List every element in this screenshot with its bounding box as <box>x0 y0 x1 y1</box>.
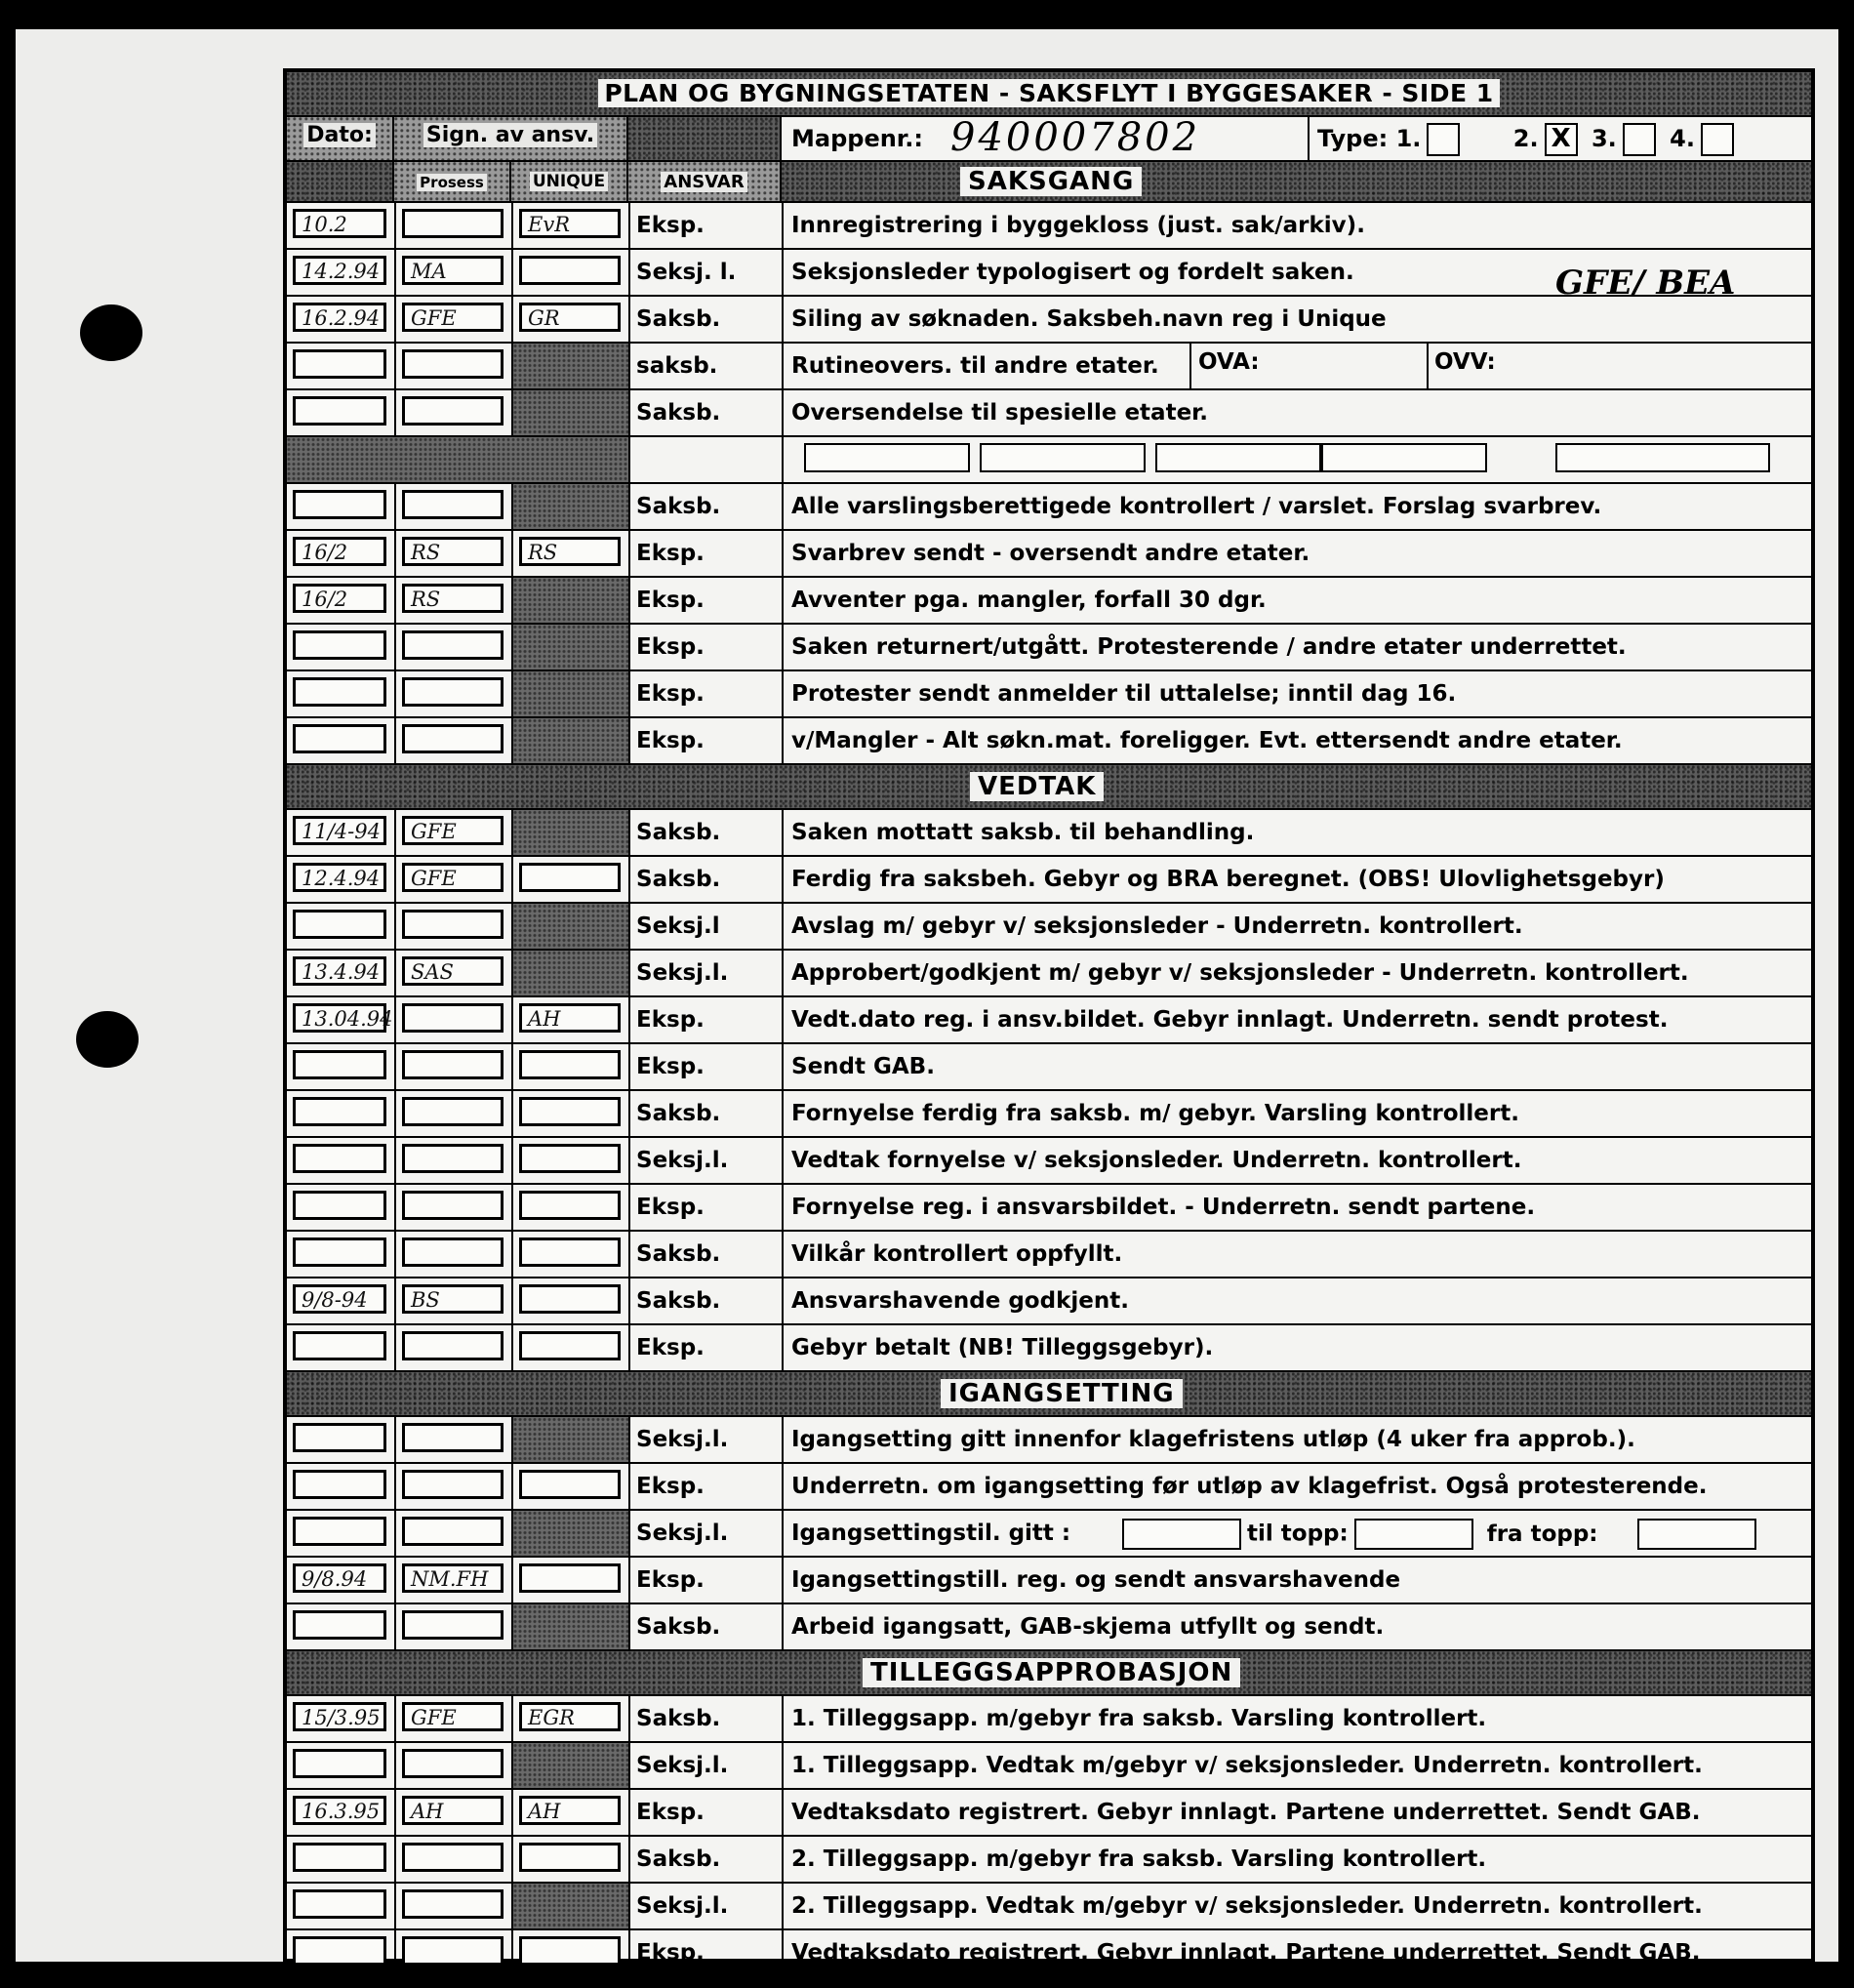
punch-hole-icon <box>80 304 142 361</box>
unique-sign-field[interactable] <box>519 1563 621 1593</box>
type-4-checkbox[interactable] <box>1701 123 1734 156</box>
unique-shaded-cell <box>513 390 628 435</box>
prosess-sign-value: SAS <box>411 960 454 984</box>
unique-shaded-cell <box>513 578 628 623</box>
prosess-sign-value: GFE <box>411 867 457 890</box>
date-value: 9/8.94 <box>302 1567 368 1591</box>
unique-sign-field[interactable] <box>519 1003 621 1033</box>
unique-shaded-cell <box>513 1884 628 1928</box>
prosess-sign-field[interactable] <box>402 1470 504 1499</box>
unique-shaded-cell <box>513 1417 628 1462</box>
table-row <box>287 203 1811 250</box>
date-field[interactable] <box>293 1003 393 1033</box>
date-value: 10.2 <box>302 213 347 236</box>
step-description: 1. Tilleggsapp. Vedtak m/gebyr v/ seksjonsleder. Underretn. kontrollert. <box>791 1753 1703 1778</box>
prosess-sign-value: RS <box>411 541 441 564</box>
punch-hole-icon <box>76 1011 139 1068</box>
ansvar-label: Saksb. <box>636 1288 721 1314</box>
table-row <box>287 1091 1811 1138</box>
step-description: Alle varslingsberettigede kontrollert / varslet. Forslag svarbrev. <box>791 494 1602 519</box>
table-row <box>287 578 1811 625</box>
prosess-sign-field[interactable] <box>402 677 504 707</box>
prosess-sign-field[interactable] <box>402 1610 504 1640</box>
section-saksgang: SAKSGANG <box>960 167 1142 196</box>
type-option-3: 3. <box>1591 125 1617 152</box>
ansvar-label: Eksp. <box>636 541 705 566</box>
prosess-sign-field[interactable] <box>402 910 504 939</box>
section-igangsetting: IGANGSETTING <box>941 1379 1183 1408</box>
col-sign-label: Sign. av ansv. <box>423 123 597 147</box>
ansvar-label: Saksb. <box>636 1706 721 1731</box>
ansvar-label: Saksb. <box>636 494 721 519</box>
table-row <box>287 718 1811 765</box>
table-row <box>287 1511 1811 1558</box>
date-field[interactable] <box>293 677 386 707</box>
etat-field[interactable] <box>1555 443 1770 472</box>
date-value: 12.4.94 <box>302 867 381 890</box>
table-row <box>287 1604 1811 1651</box>
step-description: 2. Tilleggsapp. m/gebyr fra saksb. Varsling kontrollert. <box>791 1846 1487 1872</box>
table-row <box>287 810 1811 857</box>
table-row <box>287 1185 1811 1232</box>
step-description: Siling av søknaden. Saksbeh.navn reg i Unique <box>791 306 1387 332</box>
prosess-sign-field[interactable] <box>402 1050 504 1079</box>
step-description: Innregistrering i byggekloss (just. sak/arkiv). <box>791 213 1365 238</box>
col-prosess-label: Prosess <box>417 174 487 191</box>
unique-sign-field[interactable] <box>519 256 621 285</box>
date-value: 16/2 <box>302 541 348 564</box>
type-option-4: 4. <box>1670 125 1695 152</box>
header-row <box>287 117 1811 162</box>
scan-edge-top <box>0 0 1854 29</box>
unique-sign-value: RS <box>528 541 558 564</box>
fra-topp-input[interactable] <box>1637 1519 1756 1550</box>
table-row <box>287 1044 1811 1091</box>
prosess-sign-field[interactable] <box>402 1702 504 1731</box>
date-field[interactable] <box>293 1237 386 1267</box>
table-row <box>287 671 1811 718</box>
step-description: Vedtaksdato registrert. Gebyr innlagt. Partene underrettet. Sendt GAB. <box>791 1940 1701 1966</box>
step-description: Vedtak fornyelse v/ seksjonsleder. Underretn. kontrollert. <box>791 1148 1522 1173</box>
unique-shaded-cell <box>513 671 628 716</box>
table-row <box>287 997 1811 1044</box>
date-field[interactable] <box>293 1144 386 1173</box>
ansvar-label: Seksj.l. <box>636 1893 729 1919</box>
step-description: Underretn. om igangsetting før utløp av klagefrist. Også protesterende. <box>791 1474 1708 1499</box>
unique-sign-field[interactable] <box>519 1843 621 1872</box>
type-option-1: 1. <box>1395 125 1422 152</box>
table-row <box>287 1558 1811 1604</box>
step-description: Fornyelse reg. i ansvarsbildet. - Underretn. sendt partene. <box>791 1195 1536 1220</box>
ansvar-label: Eksp. <box>636 1335 705 1360</box>
table-row <box>287 1325 1811 1372</box>
date-field[interactable] <box>293 303 386 332</box>
ansvar-label: Eksp. <box>636 681 705 707</box>
table-row <box>287 1464 1811 1511</box>
unique-shaded-cell <box>513 1743 628 1788</box>
step-description: Saken mottatt saksb. til behandling. <box>791 820 1255 845</box>
date-field[interactable] <box>293 209 386 238</box>
prosess-sign-value: GFE <box>411 1706 457 1729</box>
prosess-sign-field[interactable] <box>402 630 504 660</box>
table-row <box>287 1837 1811 1884</box>
prosess-sign-field[interactable] <box>402 256 504 285</box>
prosess-sign-field[interactable] <box>402 724 504 753</box>
table-row <box>287 857 1811 904</box>
date-value: 16.2.94 <box>302 306 381 330</box>
header-row-2 <box>287 162 1811 203</box>
ovv-label: OVV: <box>1434 349 1496 375</box>
date-field[interactable] <box>293 1610 386 1640</box>
step-description: Ferdig fra saksbeh. Gebyr og BRA beregnet. (OBS! Ulovlighetsgebyr) <box>791 867 1665 892</box>
date-field[interactable] <box>293 537 386 566</box>
date-field[interactable] <box>293 956 386 986</box>
step-description: Avventer pga. mangler, forfall 30 dgr. <box>791 588 1267 613</box>
ansvar-label: Eksp. <box>636 1940 705 1966</box>
step-description: Igangsettingstill. reg. og sendt ansvarshavende <box>791 1567 1401 1593</box>
table-row <box>287 625 1811 671</box>
step-description: Vedt.dato reg. i ansv.bildet. Gebyr innlagt. Underretn. sendt protest. <box>791 1007 1669 1033</box>
step-description: Igangsettingstil. gitt : <box>791 1521 1071 1546</box>
table-row <box>287 1138 1811 1185</box>
unique-sign-field[interactable] <box>519 537 621 566</box>
date-field[interactable] <box>293 349 386 379</box>
section-vedtak: VEDTAK <box>970 772 1104 801</box>
step-description: Ansvarshavende godkjent. <box>791 1288 1129 1314</box>
step-description: Saken returnert/utgått. Protesterende / andre etater underrettet. <box>791 634 1627 660</box>
unique-shaded-cell <box>513 1604 628 1649</box>
date-field[interactable] <box>293 584 386 613</box>
unique-shaded-cell <box>513 484 628 529</box>
step-description: 1. Tilleggsapp. m/gebyr fra saksb. Varsling kontrollert. <box>791 1706 1487 1731</box>
ansvar-label: Eksp. <box>636 634 705 660</box>
date-field[interactable] <box>293 1423 386 1452</box>
ansvar-label: Saksb. <box>636 820 721 845</box>
ansvar-label: Seksj.l. <box>636 1427 729 1452</box>
table-row <box>287 484 1811 531</box>
ansvar-label: Saksb. <box>636 400 721 426</box>
scan-edge-right <box>1838 0 1854 1988</box>
prosess-sign-value: GFE <box>411 306 457 330</box>
step-description: Oversendelse til spesielle etater. <box>791 400 1208 426</box>
table-row <box>287 1930 1811 1977</box>
unique-sign-value: AH <box>528 1007 561 1031</box>
date-value: 11/4-94 <box>302 820 381 843</box>
form-title: PLAN OG BYGNINGSETATEN - SAKSFLYT I BYGGESAKER - SIDE 1 <box>598 79 1499 107</box>
prosess-sign-field[interactable] <box>402 1563 504 1593</box>
ansvar-label: Seksj. l. <box>636 260 737 285</box>
table-row <box>287 1884 1811 1930</box>
unique-shaded-cell <box>513 718 628 763</box>
prosess-sign-field[interactable] <box>402 537 504 566</box>
table-row <box>287 437 1811 484</box>
prosess-sign-value: MA <box>411 260 447 283</box>
unique-sign-field[interactable] <box>519 1237 621 1267</box>
prosess-sign-field[interactable] <box>402 1889 504 1919</box>
unique-sign-value: AH <box>528 1800 561 1823</box>
date-value: 16/2 <box>302 588 348 611</box>
table-row <box>287 531 1811 578</box>
unique-sign-field[interactable] <box>519 209 621 238</box>
ansvar-label: Eksp. <box>636 1054 705 1079</box>
ansvar-label: Eksp. <box>636 588 705 613</box>
date-field[interactable] <box>293 1889 386 1919</box>
mappenr-label: Mappenr.: <box>791 125 923 152</box>
fra-topp-label: fra topp: <box>1486 1521 1598 1547</box>
til-topp-label: til topp: <box>1247 1521 1349 1547</box>
date-field[interactable] <box>293 1097 386 1126</box>
step-description: 2. Tilleggsapp. Vedtak m/gebyr v/ seksjonsleder. Underretn. kontrollert. <box>791 1893 1703 1919</box>
date-value: 14.2.94 <box>302 260 381 283</box>
step-description: Arbeid igangsatt, GAB-skjema utfyllt og sendt. <box>791 1614 1385 1640</box>
unique-sign-value: EvR <box>528 213 571 236</box>
unique-shaded-cell <box>513 951 628 995</box>
prosess-sign-value: GFE <box>411 820 457 843</box>
prosess-sign-field[interactable] <box>402 1191 504 1220</box>
date-value: 13.04.94 <box>302 1007 393 1031</box>
step-description: v/Mangler - Alt søkn.mat. foreligger. Evt. ettersendt andre etater. <box>791 728 1623 753</box>
date-field[interactable] <box>293 1517 386 1546</box>
date-value: 16.3.95 <box>302 1800 381 1823</box>
unique-sign-field[interactable] <box>519 1470 621 1499</box>
prosess-sign-field[interactable] <box>402 1097 504 1126</box>
date-field[interactable] <box>293 490 386 519</box>
unique-sign-field[interactable] <box>519 1331 621 1360</box>
prosess-sign-field[interactable] <box>402 1284 504 1314</box>
type-label: Type: <box>1317 125 1389 152</box>
ansvar-label: Seksj.l. <box>636 1753 729 1778</box>
etat-field[interactable] <box>980 443 1146 472</box>
step-description: Approbert/godkjent m/ gebyr v/ seksjonsleder - Underretn. kontrollert. <box>791 960 1689 986</box>
prosess-sign-field[interactable] <box>402 1003 504 1033</box>
unique-sign-field[interactable] <box>519 303 621 332</box>
prosess-sign-field[interactable] <box>402 1843 504 1872</box>
prosess-sign-value: NM.FH <box>411 1567 489 1591</box>
saksflyt-form <box>283 68 1815 1966</box>
unique-sign-value: EGR <box>528 1706 575 1729</box>
prosess-sign-field[interactable] <box>402 1423 504 1452</box>
ansvar-label: Eksp. <box>636 1567 705 1593</box>
ansvar-label: Eksp. <box>636 1007 705 1033</box>
prosess-sign-field[interactable] <box>402 303 504 332</box>
type-3-checkbox[interactable] <box>1623 123 1656 156</box>
unique-shaded-cell <box>513 344 628 388</box>
step-description: Rutineovers. til andre etater. <box>791 353 1159 379</box>
ansvar-label: Seksj.l. <box>636 1521 729 1546</box>
prosess-sign-field[interactable] <box>402 584 504 613</box>
prosess-sign-field[interactable] <box>402 349 504 379</box>
unique-sign-field[interactable] <box>519 1191 621 1220</box>
col-unique-label: UNIQUE <box>530 172 608 191</box>
date-field[interactable] <box>293 1843 386 1872</box>
date-field[interactable] <box>293 1050 386 1079</box>
step-description: Vedtaksdato registrert. Gebyr innlagt. Partene underrettet. Sendt GAB. <box>791 1800 1701 1825</box>
prosess-sign-field[interactable] <box>402 396 504 426</box>
ansvar-label: Eksp. <box>636 1195 705 1220</box>
section-vedtak-bar <box>287 765 1811 810</box>
date-field[interactable] <box>293 1470 386 1499</box>
step-description: Avslag m/ gebyr v/ seksjonsleder - Underretn. kontrollert. <box>791 913 1523 939</box>
ansvar-label: Eksp. <box>636 213 705 238</box>
section-tilleggsapprobasjon: TILLEGGSAPPROBASJON <box>863 1658 1240 1687</box>
step-description: Fornyelse ferdig fra saksb. m/ gebyr. Varsling kontrollert. <box>791 1101 1519 1126</box>
table-row <box>287 951 1811 997</box>
unique-shaded-cell <box>513 625 628 669</box>
mappenr-value[interactable]: 940007802 <box>950 115 1201 160</box>
prosess-sign-field[interactable] <box>402 209 504 238</box>
type-option-2: 2. <box>1512 125 1539 152</box>
date-field[interactable] <box>293 1702 386 1731</box>
prosess-sign-value: BS <box>411 1288 440 1312</box>
table-row <box>287 1696 1811 1743</box>
gitt-input[interactable] <box>1122 1519 1241 1550</box>
handwritten-gfe-bea: GFE/ BEA <box>1555 264 1736 303</box>
til-topp-input[interactable] <box>1354 1519 1473 1550</box>
date-field[interactable] <box>293 1936 386 1966</box>
prosess-sign-field[interactable] <box>402 816 504 845</box>
unique-sign-field[interactable] <box>519 1796 621 1825</box>
type-selector <box>1317 123 1740 156</box>
step-description: Gebyr betalt (NB! Tilleggsgebyr). <box>791 1335 1214 1360</box>
section-tilleggsapprobasjon-bar <box>287 1651 1811 1696</box>
table-row <box>287 1743 1811 1790</box>
ansvar-label: Saksb. <box>636 1846 721 1872</box>
unique-sign-field[interactable] <box>519 1050 621 1079</box>
table-row <box>287 1232 1811 1278</box>
prosess-sign-field[interactable] <box>402 956 504 986</box>
table-row <box>287 1790 1811 1837</box>
ova-label: OVA: <box>1198 349 1260 375</box>
date-field[interactable] <box>293 1749 386 1778</box>
table-row <box>287 1417 1811 1464</box>
ansvar-label: Saksb. <box>636 1614 721 1640</box>
table-row <box>287 297 1811 344</box>
prosess-sign-field[interactable] <box>402 1237 504 1267</box>
date-value: 13.4.94 <box>302 960 381 984</box>
unique-sign-field[interactable] <box>519 1144 621 1173</box>
etat-field[interactable] <box>1155 443 1321 472</box>
ansvar-label: Saksb. <box>636 1101 721 1126</box>
table-row <box>287 390 1811 437</box>
prosess-sign-field[interactable] <box>402 863 504 892</box>
unique-sign-field[interactable] <box>519 1284 621 1314</box>
unique-sign-field[interactable] <box>519 1936 621 1966</box>
date-field[interactable] <box>293 1796 386 1825</box>
prosess-sign-field[interactable] <box>402 490 504 519</box>
date-field[interactable] <box>293 816 386 845</box>
prosess-sign-field[interactable] <box>402 1331 504 1360</box>
prosess-sign-value: RS <box>411 588 441 611</box>
date-field[interactable] <box>293 396 386 426</box>
date-field[interactable] <box>293 724 386 753</box>
prosess-sign-field[interactable] <box>402 1517 504 1546</box>
ansvar-label: Eksp. <box>636 1474 705 1499</box>
etat-field[interactable] <box>1321 443 1487 472</box>
date-field[interactable] <box>293 630 386 660</box>
ansvar-label: saksb. <box>636 353 718 379</box>
ansvar-label: Seksj.l <box>636 913 720 939</box>
date-field[interactable] <box>293 910 386 939</box>
ansvar-label: Eksp. <box>636 728 705 753</box>
unique-shaded-cell <box>513 904 628 949</box>
ansvar-label: Seksj.l. <box>636 960 729 986</box>
ansvar-label: Eksp. <box>636 1800 705 1825</box>
etat-field[interactable] <box>804 443 970 472</box>
unique-sign-field[interactable] <box>519 1702 621 1731</box>
col-dato-label: Dato: <box>303 123 376 147</box>
ansvar-label: Saksb. <box>636 306 721 332</box>
table-row <box>287 904 1811 951</box>
type-2-checkbox[interactable]: X <box>1545 123 1578 156</box>
ansvar-label: Seksj.l. <box>636 1148 729 1173</box>
step-description: Protester sendt anmelder til uttalelse; inntil dag 16. <box>791 681 1457 707</box>
unique-shaded-cell <box>513 1511 628 1556</box>
date-field[interactable] <box>293 1284 386 1314</box>
unique-shaded-cell <box>513 810 628 855</box>
unique-sign-field[interactable] <box>519 863 621 892</box>
date-field[interactable] <box>293 1191 386 1220</box>
date-field[interactable] <box>293 863 386 892</box>
ansvar-label: Saksb. <box>636 867 721 892</box>
date-value: 9/8-94 <box>302 1288 368 1312</box>
date-field[interactable] <box>293 1331 386 1360</box>
step-description: Vilkår kontrollert oppfyllt. <box>791 1241 1123 1267</box>
prosess-sign-field[interactable] <box>402 1936 504 1966</box>
form-title-bar <box>287 72 1811 117</box>
step-description: Svarbrev sendt - oversendt andre etater. <box>791 541 1310 566</box>
unique-sign-value: GR <box>528 306 560 330</box>
date-field[interactable] <box>293 1563 386 1593</box>
step-description: Igangsetting gitt innenfor klagefristens utløp (4 uker fra approb.). <box>791 1427 1635 1452</box>
prosess-sign-field[interactable] <box>402 1796 504 1825</box>
prosess-sign-value: AH <box>411 1800 444 1823</box>
scan-edge-left <box>0 0 16 1988</box>
topp-fields <box>1116 1519 1762 1550</box>
date-value: 15/3.95 <box>302 1706 381 1729</box>
table-row <box>287 1278 1811 1325</box>
ansvar-label: Saksb. <box>636 1241 721 1267</box>
prosess-sign-field[interactable] <box>402 1144 504 1173</box>
prosess-sign-field[interactable] <box>402 1749 504 1778</box>
col-ansvar-label: ANSVAR <box>661 172 746 192</box>
table-row <box>287 344 1811 390</box>
type-1-checkbox[interactable] <box>1427 123 1460 156</box>
date-field[interactable] <box>293 256 386 285</box>
section-igangsetting-bar <box>287 1372 1811 1417</box>
step-description: Sendt GAB. <box>791 1054 935 1079</box>
unique-sign-field[interactable] <box>519 1097 621 1126</box>
step-description: Seksjonsleder typologisert og fordelt saken. <box>791 260 1354 285</box>
